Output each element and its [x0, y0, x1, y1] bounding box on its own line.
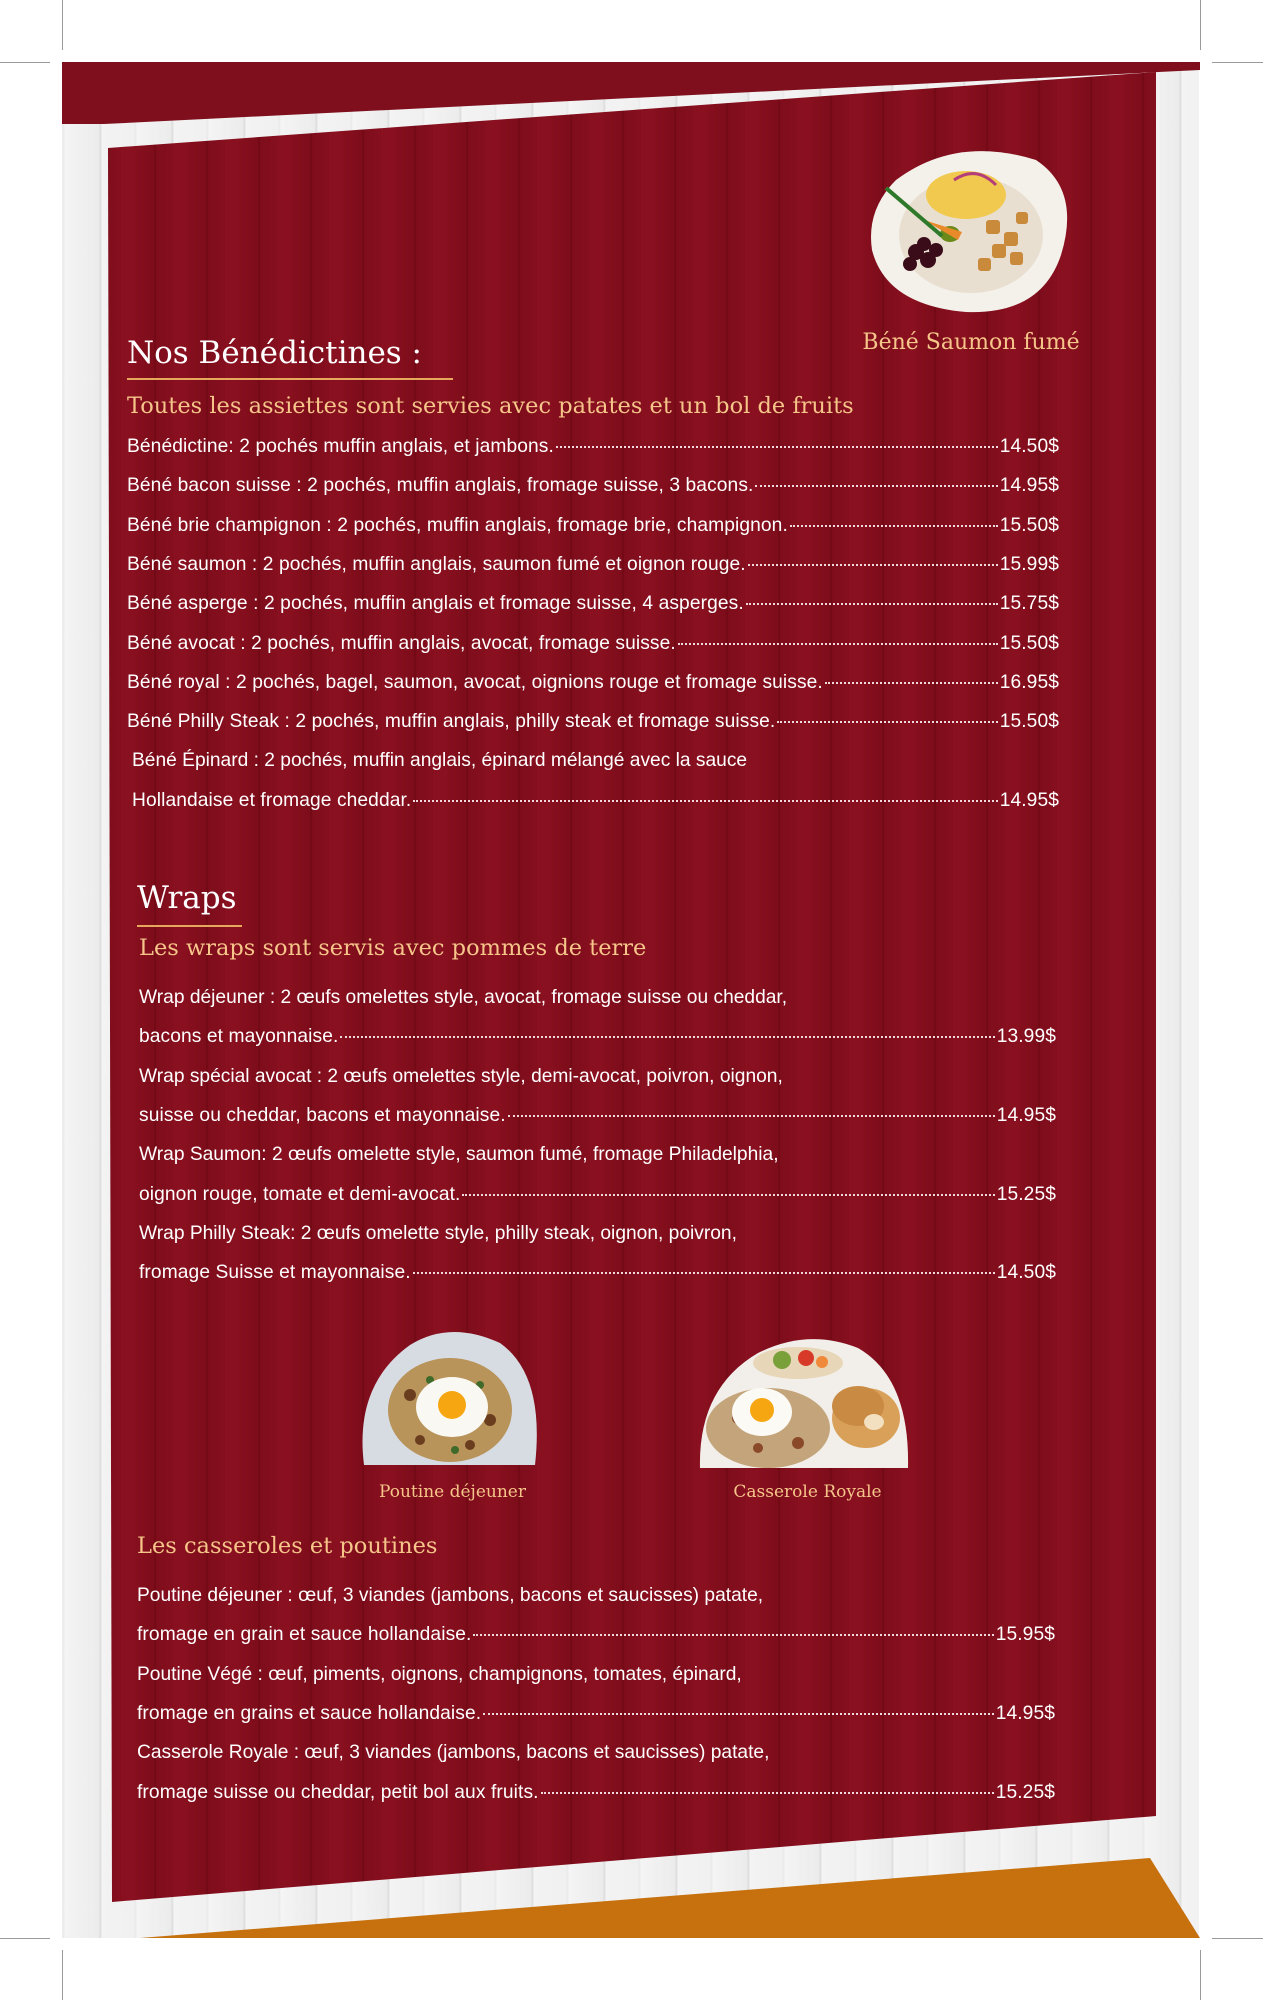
menu-item-price: 14.50$: [996, 1262, 1056, 1284]
menu-item: [127, 711, 1059, 733]
dot-leader: [748, 564, 998, 566]
menu-item-description: Béné brie champignon : 2 pochés, muffin anglais, fromage brie, champignon.: [127, 514, 788, 536]
menu-item-price: 15.25$: [996, 1183, 1056, 1205]
menu-item: [137, 1782, 1055, 1804]
menu-item-description: fromage suisse ou cheddar, petit bol aux fruits.: [137, 1781, 539, 1803]
menu-item-description: fromage Suisse et mayonnaise.: [139, 1262, 411, 1284]
menu-item: [139, 1026, 1056, 1048]
menu-item-price: 14.95$: [999, 789, 1059, 811]
section-subtitle-benedictines: Toutes les assiettes sont servies avec patates et un bol de fruits: [127, 393, 854, 419]
menu-item: [137, 1703, 1055, 1725]
menu-item-price: 15.25$: [995, 1781, 1055, 1803]
dot-leader: [777, 721, 997, 723]
dot-leader: [413, 800, 997, 802]
menu-item-price: 14.95$: [995, 1702, 1055, 1724]
menu-item-line: Casserole Royale : œuf, 3 viandes (jambons, bacons et saucisses) patate,: [137, 1742, 770, 1764]
menu-item-price: 14.95$: [996, 1104, 1056, 1126]
menu-item-description: Béné royal : 2 pochés, bagel, saumon, avocat, oignions rouge et fromage suisse.: [127, 671, 823, 693]
title-underline: [137, 925, 242, 927]
menu-item: [132, 790, 1059, 812]
menu-item-description: Bénédictine: 2 pochés muffin anglais, et jambons.: [127, 436, 554, 457]
menu-item-line: Poutine Végé : œuf, piments, oignons, champignons, tomates, épinard,: [137, 1663, 742, 1685]
menu-item-price: 15.50$: [999, 514, 1059, 536]
menu-item: [127, 554, 1059, 576]
menu-item-description: bacons et mayonnaise.: [139, 1026, 339, 1048]
menu-item-line: Wrap déjeuner : 2 œufs omelettes style, avocat, fromage suisse ou cheddar,: [139, 987, 788, 1008]
menu-item-description: Béné avocat : 2 pochés, muffin anglais, avocat, fromage suisse.: [127, 632, 676, 654]
menu-item-price: 15.50$: [999, 711, 1059, 733]
poutine-photo: [360, 1325, 540, 1475]
section-title-wraps: Wraps: [137, 880, 237, 916]
menu-item: [139, 1105, 1056, 1127]
dot-leader: [678, 643, 998, 645]
casserole-caption: Casserole Royale: [733, 1482, 882, 1502]
menu-item-description: Béné Philly Steak : 2 pochés, muffin anglais, philly steak et fromage suisse.: [127, 711, 776, 733]
menu-item-price: 13.99$: [996, 1026, 1056, 1048]
menu-item-price: 15.95$: [995, 1624, 1055, 1646]
menu-item-price: 14.50$: [999, 436, 1059, 457]
menu-item-price: 16.95$: [999, 671, 1059, 693]
menu-item: [127, 672, 1059, 694]
menu-item-line: Wrap Saumon: 2 œufs omelette style, saumon fumé, fromage Philadelphia,: [139, 1144, 779, 1166]
menu-item-description: suisse ou cheddar, bacons et mayonnaise.: [139, 1104, 506, 1126]
menu-item: [127, 475, 1059, 497]
title-underline: [127, 378, 453, 380]
dot-leader: [413, 1272, 995, 1274]
menu-item-price: 15.75$: [999, 593, 1059, 615]
menu-item-description: fromage en grains et sauce hollandaise.: [137, 1702, 482, 1724]
poutine-caption: Poutine déjeuner: [379, 1482, 526, 1502]
menu-item: [139, 1184, 1056, 1206]
dot-leader: [790, 525, 998, 527]
menu-item-line: Béné Épinard : 2 pochés, muffin anglais, épinard mélangé avec la sauce: [132, 750, 748, 772]
menu-item-price: 14.95$: [999, 475, 1059, 497]
menu-item-price: 15.50$: [999, 632, 1059, 654]
bene-saumon-photo: [866, 140, 1076, 320]
dot-leader: [508, 1115, 995, 1117]
menu-item-price: 15.99$: [999, 553, 1059, 575]
section-title-casseroles: Les casseroles et poutines: [137, 1533, 438, 1559]
dot-leader: [825, 682, 998, 684]
dot-leader: [755, 485, 997, 487]
menu-item: [139, 1262, 1056, 1284]
menu-item-line: Wrap spécial avocat : 2 œufs omelettes style, demi-avocat, poivron, oignon,: [139, 1065, 783, 1087]
menu-item-description: Béné saumon : 2 pochés, muffin anglais, saumon fumé et oignon rouge.: [127, 553, 746, 575]
menu-item-description: Hollandaise et fromage cheddar.: [132, 789, 412, 811]
menu-item-description: Béné bacon suisse : 2 pochés, muffin anglais, fromage suisse, 3 bacons.: [127, 475, 754, 497]
bene-saumon-caption: Béné Saumon fumé: [862, 330, 1080, 355]
dot-leader: [483, 1713, 994, 1715]
menu-item-line: Poutine déjeuner : œuf, 3 viandes (jambons, bacons et saucisses) patate,: [137, 1585, 764, 1606]
section-title-benedictines: Nos Bénédictines :: [127, 335, 422, 371]
dot-leader: [462, 1194, 994, 1196]
dot-leader: [473, 1634, 993, 1636]
menu-item: [127, 436, 1059, 458]
menu-item: [137, 1624, 1055, 1646]
menu-item-description: oignon rouge, tomate et demi-avocat.: [139, 1183, 461, 1205]
menu-item: [127, 515, 1059, 537]
menu-item: [127, 593, 1059, 615]
menu-item: [127, 633, 1059, 655]
menu-item-description: fromage en grain et sauce hollandaise.: [137, 1624, 472, 1646]
casserole-photo: [698, 1318, 913, 1478]
dot-leader: [541, 1792, 994, 1794]
menu-item-description: Béné asperge : 2 pochés, muffin anglais et fromage suisse, 4 asperges.: [127, 593, 744, 615]
dot-leader: [746, 603, 998, 605]
menu-item-line: Wrap Philly Steak: 2 œufs omelette style, philly steak, oignon, poivron,: [139, 1222, 737, 1244]
section-subtitle-wraps: Les wraps sont servis avec pommes de terre: [139, 935, 647, 961]
dot-leader: [556, 446, 998, 448]
dot-leader: [340, 1036, 994, 1038]
